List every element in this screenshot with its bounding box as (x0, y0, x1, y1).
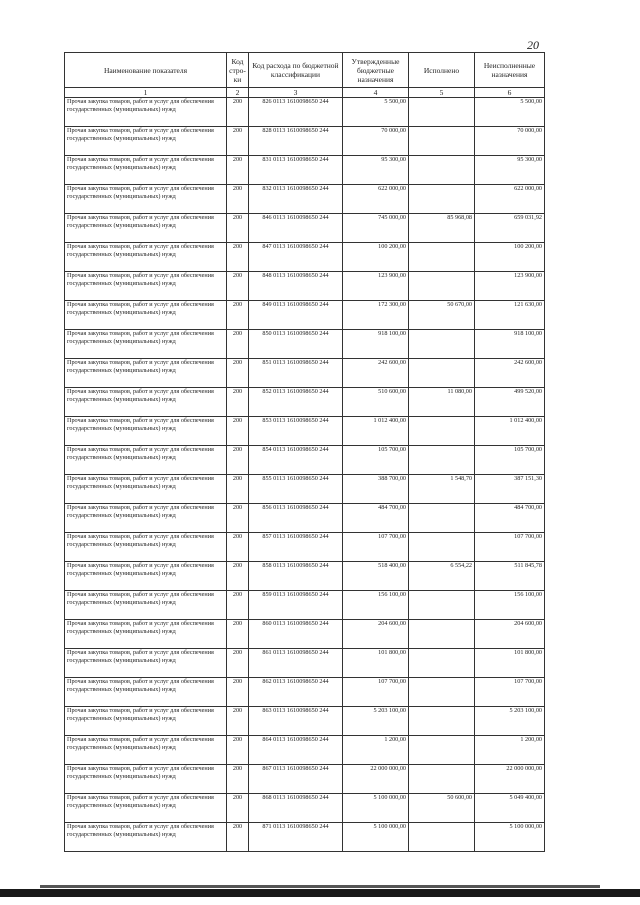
row-line-code: 200 (227, 359, 249, 388)
row-executed (409, 504, 475, 533)
row-executed (409, 243, 475, 272)
header-line-code: Код стро-ки (227, 53, 249, 88)
row-expense-code: 862 0113 1610098650 244 (249, 678, 343, 707)
header-unexecuted: Неисполненные назначения (475, 53, 545, 88)
row-name: Прочая закупка товаров, работ и услуг для обеспечения государственных (муниципальных) нужд (65, 620, 227, 649)
row-approved: 5 100 000,00 (343, 823, 409, 852)
row-name: Прочая закупка товаров, работ и услуг для обеспечения государственных (муниципальных) нужд (65, 707, 227, 736)
row-unexecuted: 511 845,78 (475, 562, 545, 591)
row-name: Прочая закупка товаров, работ и услуг для обеспечения государственных (муниципальных) нужд (65, 243, 227, 272)
row-name: Прочая закупка товаров, работ и услуг для обеспечения государственных (муниципальных) нужд (65, 591, 227, 620)
row-unexecuted: 5 203 100,00 (475, 707, 545, 736)
row-executed (409, 272, 475, 301)
row-expense-code: 867 0113 1610098650 244 (249, 765, 343, 794)
scan-edge-shadow (40, 885, 600, 888)
row-line-code: 200 (227, 185, 249, 214)
row-executed (409, 185, 475, 214)
row-approved: 107 700,00 (343, 533, 409, 562)
row-executed: 11 080,00 (409, 388, 475, 417)
row-approved: 918 100,00 (343, 330, 409, 359)
row-executed (409, 765, 475, 794)
row-line-code: 200 (227, 649, 249, 678)
row-unexecuted: 121 630,00 (475, 301, 545, 330)
row-executed (409, 649, 475, 678)
row-name: Прочая закупка товаров, работ и услуг для обеспечения государственных (муниципальных) нужд (65, 504, 227, 533)
row-executed (409, 330, 475, 359)
header-name: Наименование показателя (65, 53, 227, 88)
row-line-code: 200 (227, 678, 249, 707)
row-approved: 388 700,00 (343, 475, 409, 504)
column-number: 1 (65, 88, 227, 98)
row-approved: 484 700,00 (343, 504, 409, 533)
table-row (65, 243, 545, 272)
row-expense-code: 856 0113 1610098650 244 (249, 504, 343, 533)
row-expense-code: 851 0113 1610098650 244 (249, 359, 343, 388)
row-name: Прочая закупка товаров, работ и услуг для обеспечения государственных (муниципальных) нужд (65, 330, 227, 359)
row-unexecuted: 1 200,00 (475, 736, 545, 765)
row-line-code: 200 (227, 272, 249, 301)
row-unexecuted: 22 000 000,00 (475, 765, 545, 794)
table-row (65, 562, 545, 591)
row-line-code: 200 (227, 823, 249, 852)
table-body (65, 98, 545, 852)
row-line-code: 200 (227, 98, 249, 127)
table-row (65, 214, 545, 243)
row-unexecuted: 107 700,00 (475, 533, 545, 562)
row-expense-code: 831 0113 1610098650 244 (249, 156, 343, 185)
row-line-code: 200 (227, 156, 249, 185)
row-name: Прочая закупка товаров, работ и услуг для обеспечения государственных (муниципальных) нужд (65, 649, 227, 678)
row-name: Прочая закупка товаров, работ и услуг для обеспечения государственных (муниципальных) нужд (65, 533, 227, 562)
row-expense-code: 855 0113 1610098650 244 (249, 475, 343, 504)
row-line-code: 200 (227, 533, 249, 562)
row-executed: 6 554,22 (409, 562, 475, 591)
row-executed (409, 823, 475, 852)
table-row (65, 301, 545, 330)
row-executed (409, 98, 475, 127)
row-unexecuted: 5 100 000,00 (475, 823, 545, 852)
row-approved: 105 700,00 (343, 446, 409, 475)
row-line-code: 200 (227, 475, 249, 504)
row-approved: 156 100,00 (343, 591, 409, 620)
row-name: Прочая закупка товаров, работ и услуг для обеспечения государственных (муниципальных) нужд (65, 156, 227, 185)
row-line-code: 200 (227, 620, 249, 649)
table-row (65, 446, 545, 475)
row-approved: 107 700,00 (343, 678, 409, 707)
row-expense-code: 849 0113 1610098650 244 (249, 301, 343, 330)
row-name: Прочая закупка товаров, работ и услуг для обеспечения государственных (муниципальных) нужд (65, 446, 227, 475)
row-executed: 50 600,00 (409, 794, 475, 823)
row-line-code: 200 (227, 736, 249, 765)
row-approved: 172 300,00 (343, 301, 409, 330)
row-name: Прочая закупка товаров, работ и услуг для обеспечения государственных (муниципальных) нужд (65, 765, 227, 794)
column-number: 6 (475, 88, 545, 98)
row-executed (409, 156, 475, 185)
row-unexecuted: 105 700,00 (475, 446, 545, 475)
row-line-code: 200 (227, 214, 249, 243)
table-row (65, 98, 545, 127)
row-name: Прочая закупка товаров, работ и услуг для обеспечения государственных (муниципальных) нужд (65, 562, 227, 591)
row-approved: 5 100 000,00 (343, 794, 409, 823)
row-unexecuted: 204 600,00 (475, 620, 545, 649)
row-approved: 95 300,00 (343, 156, 409, 185)
row-unexecuted: 123 900,00 (475, 272, 545, 301)
row-unexecuted: 659 031,92 (475, 214, 545, 243)
table-row (65, 620, 545, 649)
row-executed (409, 359, 475, 388)
row-executed (409, 678, 475, 707)
row-executed: 1 548,70 (409, 475, 475, 504)
table-row (65, 272, 545, 301)
row-unexecuted: 100 200,00 (475, 243, 545, 272)
row-name: Прочая закупка товаров, работ и услуг для обеспечения государственных (муниципальных) нужд (65, 823, 227, 852)
table-row (65, 591, 545, 620)
row-name: Прочая закупка товаров, работ и услуг для обеспечения государственных (муниципальных) нужд (65, 475, 227, 504)
row-line-code: 200 (227, 446, 249, 475)
row-approved: 1 200,00 (343, 736, 409, 765)
row-executed (409, 417, 475, 446)
header-expense-code: Код расхода по бюджетной классификации (249, 53, 343, 88)
page-number: 20 (527, 38, 539, 52)
row-line-code: 200 (227, 417, 249, 446)
table-row (65, 185, 545, 214)
row-expense-code: 861 0113 1610098650 244 (249, 649, 343, 678)
row-name: Прочая закупка товаров, работ и услуг для обеспечения государственных (муниципальных) нужд (65, 272, 227, 301)
row-approved: 22 000 000,00 (343, 765, 409, 794)
row-approved: 622 000,00 (343, 185, 409, 214)
row-unexecuted: 95 300,00 (475, 156, 545, 185)
table-row (65, 330, 545, 359)
row-expense-code: 852 0113 1610098650 244 (249, 388, 343, 417)
column-number: 5 (409, 88, 475, 98)
row-expense-code: 850 0113 1610098650 244 (249, 330, 343, 359)
row-name: Прочая закупка товаров, работ и услуг для обеспечения государственных (муниципальных) нужд (65, 214, 227, 243)
column-number: 4 (343, 88, 409, 98)
row-name: Прочая закупка товаров, работ и услуг для обеспечения государственных (муниципальных) нужд (65, 736, 227, 765)
row-unexecuted: 484 700,00 (475, 504, 545, 533)
table-row (65, 359, 545, 388)
row-executed (409, 736, 475, 765)
row-expense-code: 868 0113 1610098650 244 (249, 794, 343, 823)
row-expense-code: 832 0113 1610098650 244 (249, 185, 343, 214)
row-executed (409, 620, 475, 649)
table-row (65, 533, 545, 562)
row-expense-code: 858 0113 1610098650 244 (249, 562, 343, 591)
row-expense-code: 857 0113 1610098650 244 (249, 533, 343, 562)
budget-execution-table (64, 52, 545, 852)
row-unexecuted: 622 000,00 (475, 185, 545, 214)
row-executed: 85 968,08 (409, 214, 475, 243)
row-executed (409, 127, 475, 156)
row-name: Прочая закупка товаров, работ и услуг для обеспечения государственных (муниципальных) нужд (65, 388, 227, 417)
row-approved: 745 000,00 (343, 214, 409, 243)
table-row (65, 504, 545, 533)
header-executed: Исполнено (409, 53, 475, 88)
row-unexecuted: 156 100,00 (475, 591, 545, 620)
row-approved: 1 012 400,00 (343, 417, 409, 446)
row-unexecuted: 387 151,30 (475, 475, 545, 504)
row-expense-code: 854 0113 1610098650 244 (249, 446, 343, 475)
row-approved: 100 200,00 (343, 243, 409, 272)
row-executed (409, 591, 475, 620)
table-row (65, 794, 545, 823)
table-row (65, 823, 545, 852)
row-unexecuted: 918 100,00 (475, 330, 545, 359)
row-name: Прочая закупка товаров, работ и услуг для обеспечения государственных (муниципальных) нужд (65, 301, 227, 330)
row-executed: 50 670,00 (409, 301, 475, 330)
row-name: Прочая закупка товаров, работ и услуг для обеспечения государственных (муниципальных) нужд (65, 417, 227, 446)
table-row (65, 765, 545, 794)
row-line-code: 200 (227, 330, 249, 359)
row-unexecuted: 242 600,00 (475, 359, 545, 388)
row-line-code: 200 (227, 794, 249, 823)
table-row (65, 707, 545, 736)
row-name: Прочая закупка товаров, работ и услуг для обеспечения государственных (муниципальных) нужд (65, 794, 227, 823)
table-row (65, 388, 545, 417)
row-line-code: 200 (227, 591, 249, 620)
row-line-code: 200 (227, 504, 249, 533)
row-unexecuted: 5 500,00 (475, 98, 545, 127)
table-row (65, 417, 545, 446)
row-line-code: 200 (227, 765, 249, 794)
row-expense-code: 863 0113 1610098650 244 (249, 707, 343, 736)
row-expense-code: 860 0113 1610098650 244 (249, 620, 343, 649)
row-unexecuted: 101 800,00 (475, 649, 545, 678)
row-executed (409, 533, 475, 562)
scan-bottom-edge (0, 889, 640, 897)
column-number: 3 (249, 88, 343, 98)
row-expense-code: 859 0113 1610098650 244 (249, 591, 343, 620)
row-expense-code: 846 0113 1610098650 244 (249, 214, 343, 243)
header-approved: Утвержденные бюджетные назначения (343, 53, 409, 88)
table-row (65, 736, 545, 765)
table-row (65, 649, 545, 678)
row-approved: 5 500,00 (343, 98, 409, 127)
row-approved: 101 800,00 (343, 649, 409, 678)
row-line-code: 200 (227, 562, 249, 591)
row-unexecuted: 5 049 400,00 (475, 794, 545, 823)
row-approved: 518 400,00 (343, 562, 409, 591)
row-name: Прочая закупка товаров, работ и услуг для обеспечения государственных (муниципальных) нужд (65, 678, 227, 707)
row-expense-code: 847 0113 1610098650 244 (249, 243, 343, 272)
row-executed (409, 446, 475, 475)
row-approved: 204 600,00 (343, 620, 409, 649)
row-unexecuted: 70 000,00 (475, 127, 545, 156)
row-unexecuted: 499 520,00 (475, 388, 545, 417)
row-expense-code: 864 0113 1610098650 244 (249, 736, 343, 765)
column-number-row (65, 88, 545, 98)
row-executed (409, 707, 475, 736)
row-approved: 242 600,00 (343, 359, 409, 388)
table-row (65, 475, 545, 504)
row-name: Прочая закупка товаров, работ и услуг для обеспечения государственных (муниципальных) нужд (65, 98, 227, 127)
table-row (65, 156, 545, 185)
row-line-code: 200 (227, 301, 249, 330)
column-number: 2 (227, 88, 249, 98)
row-approved: 123 900,00 (343, 272, 409, 301)
row-expense-code: 826 0113 1610098650 244 (249, 98, 343, 127)
row-line-code: 200 (227, 127, 249, 156)
row-unexecuted: 107 700,00 (475, 678, 545, 707)
row-line-code: 200 (227, 243, 249, 272)
row-expense-code: 853 0113 1610098650 244 (249, 417, 343, 446)
row-line-code: 200 (227, 388, 249, 417)
table-row (65, 127, 545, 156)
row-line-code: 200 (227, 707, 249, 736)
row-name: Прочая закупка товаров, работ и услуг для обеспечения государственных (муниципальных) нужд (65, 185, 227, 214)
row-expense-code: 828 0113 1610098650 244 (249, 127, 343, 156)
table-row (65, 678, 545, 707)
row-name: Прочая закупка товаров, работ и услуг для обеспечения государственных (муниципальных) нужд (65, 127, 227, 156)
row-approved: 510 600,00 (343, 388, 409, 417)
table-header-row (65, 53, 545, 88)
row-expense-code: 871 0113 1610098650 244 (249, 823, 343, 852)
row-name: Прочая закупка товаров, работ и услуг для обеспечения государственных (муниципальных) нужд (65, 359, 227, 388)
row-expense-code: 848 0113 1610098650 244 (249, 272, 343, 301)
row-unexecuted: 1 012 400,00 (475, 417, 545, 446)
row-approved: 5 203 100,00 (343, 707, 409, 736)
row-approved: 70 000,00 (343, 127, 409, 156)
